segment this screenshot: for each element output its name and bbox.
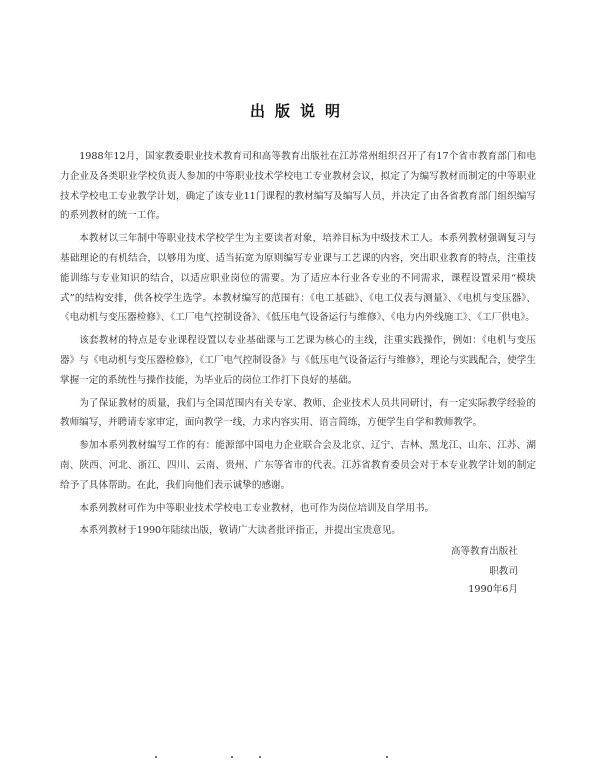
scan-speck: [386, 756, 388, 758]
paragraph-meeting: 1988年12月，国家教委职业技术教育司和高等教育出版社在江苏常州组织召开了有17个省市教育部门和电力企业及各类职业学校负责人参加的中等职业技术学校电工专业教材会议，拟定了为编写教材而制定的中等职业技术学校电工专业教学计划，确定了该专业11门课程的教材编写及编写人员，并决定了由各省教育部门组织编写的系列教材的统一工作。: [60, 151, 536, 222]
paragraph-contributors: 参加本系列教材编写工作的有：能源部中国电力企业联合会及北京、辽宁、吉林、黑龙江、山东、江苏、湖南、陕西、河北、浙江、四川、云南、贵州、广东等省市的代表。江苏省教育委员会对于本专业教学计划的制定给予了具体帮助。在此，我们向他们表示诚挚的感谢。: [60, 440, 536, 491]
scan-speck: [155, 756, 157, 758]
publisher-name: 高等教育出版社: [450, 546, 518, 557]
paragraph-features: 该套教材的特点是专业课程设置以专业基础课与工艺课为核心的主线，注重实践操作，例如：《电机与变压器》与《电动机与变压器检修》，《工厂电气控制设备》与《低压电气设备运行与维修》，理论与实践配合，使学生掌握一定的系统性与操作技能，为毕业后的岗位工作打下良好的基础。: [60, 335, 536, 386]
department-name: 职教司: [489, 566, 518, 577]
paragraph-publication: 本系列教材于1990年陆续出版，敬请广大读者批评指正，并提出宝贵意见。: [79, 525, 402, 537]
scan-speck: [259, 756, 261, 758]
page-title: 出版说明: [249, 102, 350, 120]
paragraph-quality: 为了保证教材的质量，我们与全国范围内有关专家、教师、企业技术人员共同研讨，有一定实际教学经验的教师编写，并聘请专家审定，面向教学一线，力求内容实用、语言简练，方便学生自学和教师教学。: [60, 397, 536, 429]
publication-date: 1990年6月: [468, 584, 518, 595]
paragraph-usage: 本系列教材可作为中等职业技术学校电工专业教材，也可作为岗位培训及自学用书。: [79, 502, 435, 514]
paragraph-audience: 本教材以三年制中等职业技术学校学生为主要读者对象，培养目标为中级技术工人。本系列教材强调复习与基础理论的有机结合，以够用为度、适当拓宽为原则编写专业课与工艺课的内容，突出职业教育的特点，注重技能训练与专业知识的结合，以适应职业岗位的需要。为了适应本行业各专业的不同需求，课程设置采用“模块式”的结构安排，供各校学生选学。本教材编写的范围有：《电工基础》、《电工仪表与测量》、《电机与变压器》、《电动机与变压器检修》、《工厂电气控制设备》、《低压电气设备运行与维修》、《电力内外线施工》、《工厂供电》。: [60, 233, 536, 324]
scan-speck: [231, 756, 233, 758]
